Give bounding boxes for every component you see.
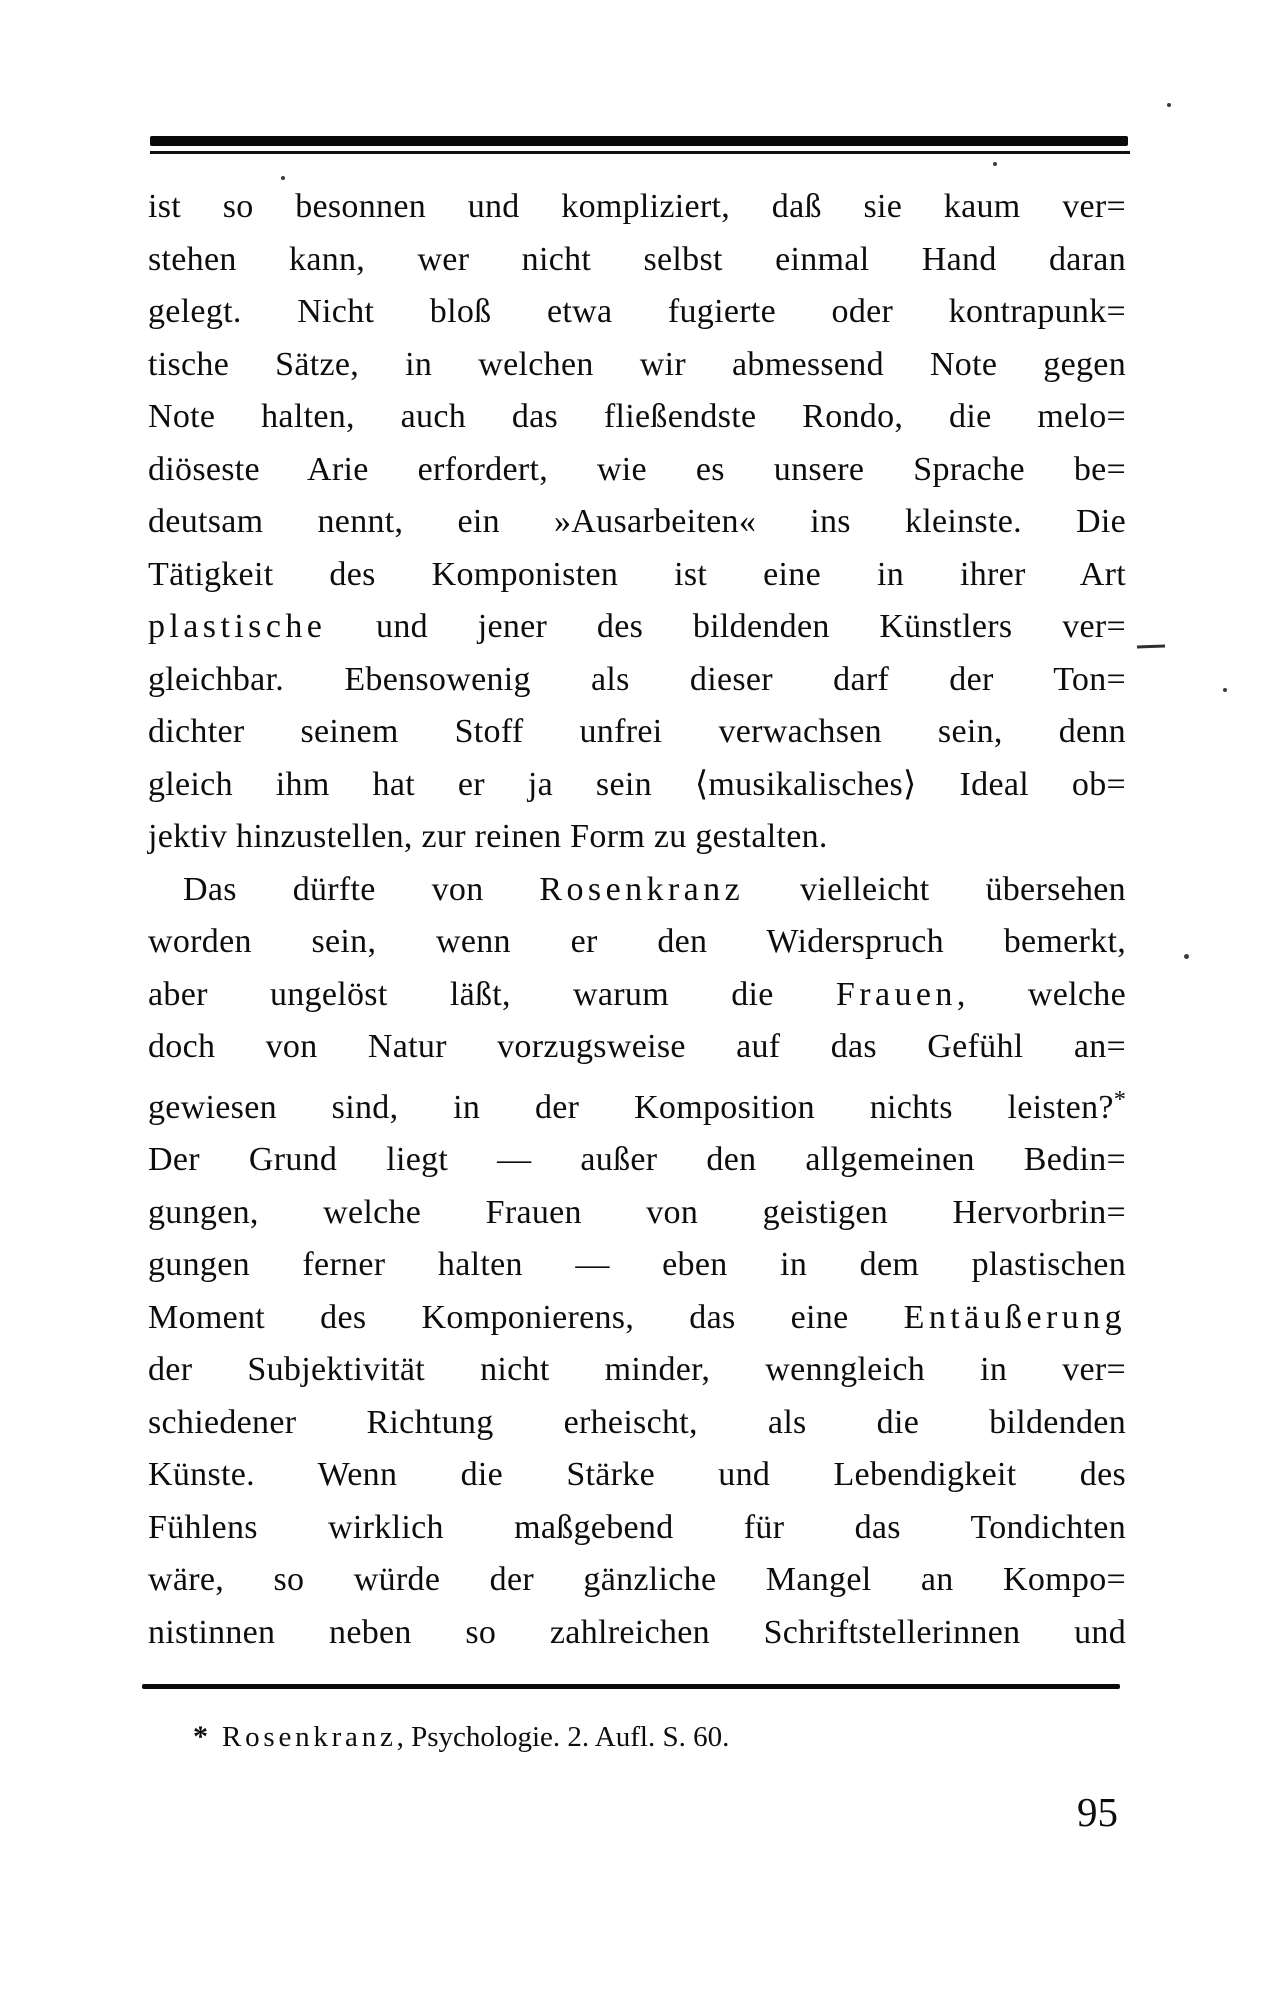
- text-run: Fühlens wirklich maßgebend für das Tondichten: [148, 1508, 1126, 1546]
- text-line: [148, 1134, 1126, 1187]
- text-run: aber ungelöst läßt, warum die: [148, 975, 836, 1013]
- text-line: [148, 1607, 1126, 1660]
- header-rule-thin: [150, 151, 1130, 154]
- header-rule-thick: [150, 136, 1128, 146]
- scan-artifact-dot: [1167, 103, 1171, 107]
- text-run: diöseste Arie erfordert, wie es unsere Sprache be=: [148, 450, 1126, 488]
- body-text-block: [148, 181, 1126, 1659]
- text-run: nistinnen neben so zahlreichen Schriftstellerinnen und: [148, 1613, 1126, 1651]
- text-line: [148, 339, 1126, 392]
- text-line: [148, 1239, 1126, 1292]
- text-line: [148, 1449, 1126, 1502]
- letterspaced-word: Frauen: [835, 975, 957, 1013]
- text-run: gleichbar. Ebensowenig als dieser darf der Ton=: [148, 660, 1126, 698]
- text-run: tische Sätze, in welchen wir abmessend Note gegen: [148, 345, 1126, 383]
- text-line: [148, 549, 1126, 602]
- text-run: Das dürfte von: [183, 870, 540, 908]
- text-line: [148, 1292, 1126, 1345]
- text-run: gewiesen sind, in der Komposition nichts leisten?: [148, 1088, 1114, 1126]
- text-run: deutsam nennt, ein »Ausarbeiten« ins kleinste. Die: [148, 503, 1126, 540]
- scan-artifact-dash: [1137, 645, 1165, 649]
- text-run: jektiv hinzustellen, zur reinen Form zu gestalten.: [148, 818, 828, 855]
- scan-artifact-dot: [993, 162, 997, 166]
- text-run: worden sein, wenn er den Widerspruch bemerkt,: [148, 923, 1126, 960]
- text-run: , Psychologie. 2. Aufl. S. 60.: [396, 1721, 730, 1753]
- text-line: [148, 654, 1126, 707]
- footnote-marker: *: [193, 1720, 208, 1753]
- text-line: [148, 1502, 1126, 1555]
- text-run: gelegt. Nicht bloß etwa fugierte oder kontrapunk=: [148, 293, 1126, 330]
- text-line: [148, 759, 1126, 812]
- text-line: [148, 706, 1126, 759]
- text-run: der Subjektivität nicht minder, wenngleich in ver=: [148, 1351, 1126, 1389]
- scan-artifact-dot: [281, 176, 285, 180]
- text-line: [148, 969, 1126, 1022]
- letterspaced-word: Rosenkranz: [222, 1721, 397, 1753]
- text-line: [148, 496, 1126, 549]
- text-line: [148, 864, 1126, 917]
- page-number: 95: [1077, 1789, 1118, 1835]
- footnote: [148, 1712, 1128, 1762]
- text-run: gleich ihm hat er ja sein ⟨musikalisches⟩ Ideal ob=: [148, 765, 1126, 803]
- text-run: Moment des Komponierens, das eine: [148, 1298, 904, 1336]
- text-run: , welche: [956, 975, 1126, 1013]
- letterspaced-word: Rosenkranz: [539, 870, 745, 908]
- scan-artifact-dot: [1223, 688, 1227, 692]
- text-run: Der Grund liegt — außer den allgemeinen Bedin=: [148, 1141, 1126, 1179]
- letterspaced-word: plastische: [148, 608, 327, 645]
- scan-artifact-dot: [1184, 954, 1189, 959]
- footnote-text: [222, 1721, 729, 1753]
- text-run: vielleicht übersehen: [744, 870, 1126, 908]
- text-line: [148, 391, 1126, 444]
- text-line: [148, 811, 1126, 864]
- text-line: [148, 1021, 1126, 1074]
- footnote-separator-rule: [142, 1684, 1120, 1689]
- text-line: [148, 286, 1126, 339]
- text-line: [148, 1554, 1126, 1607]
- text-run: und jener des bildenden Künstlers ver=: [326, 608, 1126, 645]
- text-line: [148, 1397, 1126, 1450]
- text-run: schiedener Richtung erheischt, als die bildenden: [148, 1403, 1126, 1441]
- text-run: ist so besonnen und kompliziert, daß sie kaum ver=: [148, 188, 1126, 225]
- text-line: [148, 1074, 1126, 1135]
- text-line: [148, 181, 1126, 234]
- text-run: Tätigkeit des Komponisten ist eine in ihrer Art: [148, 555, 1126, 593]
- footnote-ref-asterisk: *: [1113, 1085, 1126, 1113]
- text-run: doch von Natur vorzugsweise auf das Gefühl an=: [148, 1028, 1126, 1065]
- text-run: stehen kann, wer nicht selbst einmal Hand daran: [148, 240, 1126, 278]
- text-line: [148, 601, 1126, 654]
- text-run: wäre, so würde der gänzliche Mangel an Kompo=: [148, 1561, 1126, 1599]
- letterspaced-word: Entäußerung: [903, 1298, 1126, 1336]
- text-line: [148, 1187, 1126, 1240]
- text-line: [148, 916, 1126, 969]
- text-line: [148, 444, 1126, 497]
- text-line: [148, 234, 1126, 287]
- text-run: gungen ferner halten — eben in dem plastischen: [148, 1246, 1126, 1284]
- text-run: dichter seinem Stoff unfrei verwachsen sein, denn: [148, 713, 1126, 750]
- text-line: [148, 1344, 1126, 1397]
- text-run: Note halten, auch das fließendste Rondo, die melo=: [148, 398, 1126, 435]
- text-run: gungen, welche Frauen von geistigen Hervorbrin=: [148, 1193, 1126, 1231]
- text-run: Künste. Wenn die Stärke und Lebendigkeit des: [148, 1456, 1126, 1494]
